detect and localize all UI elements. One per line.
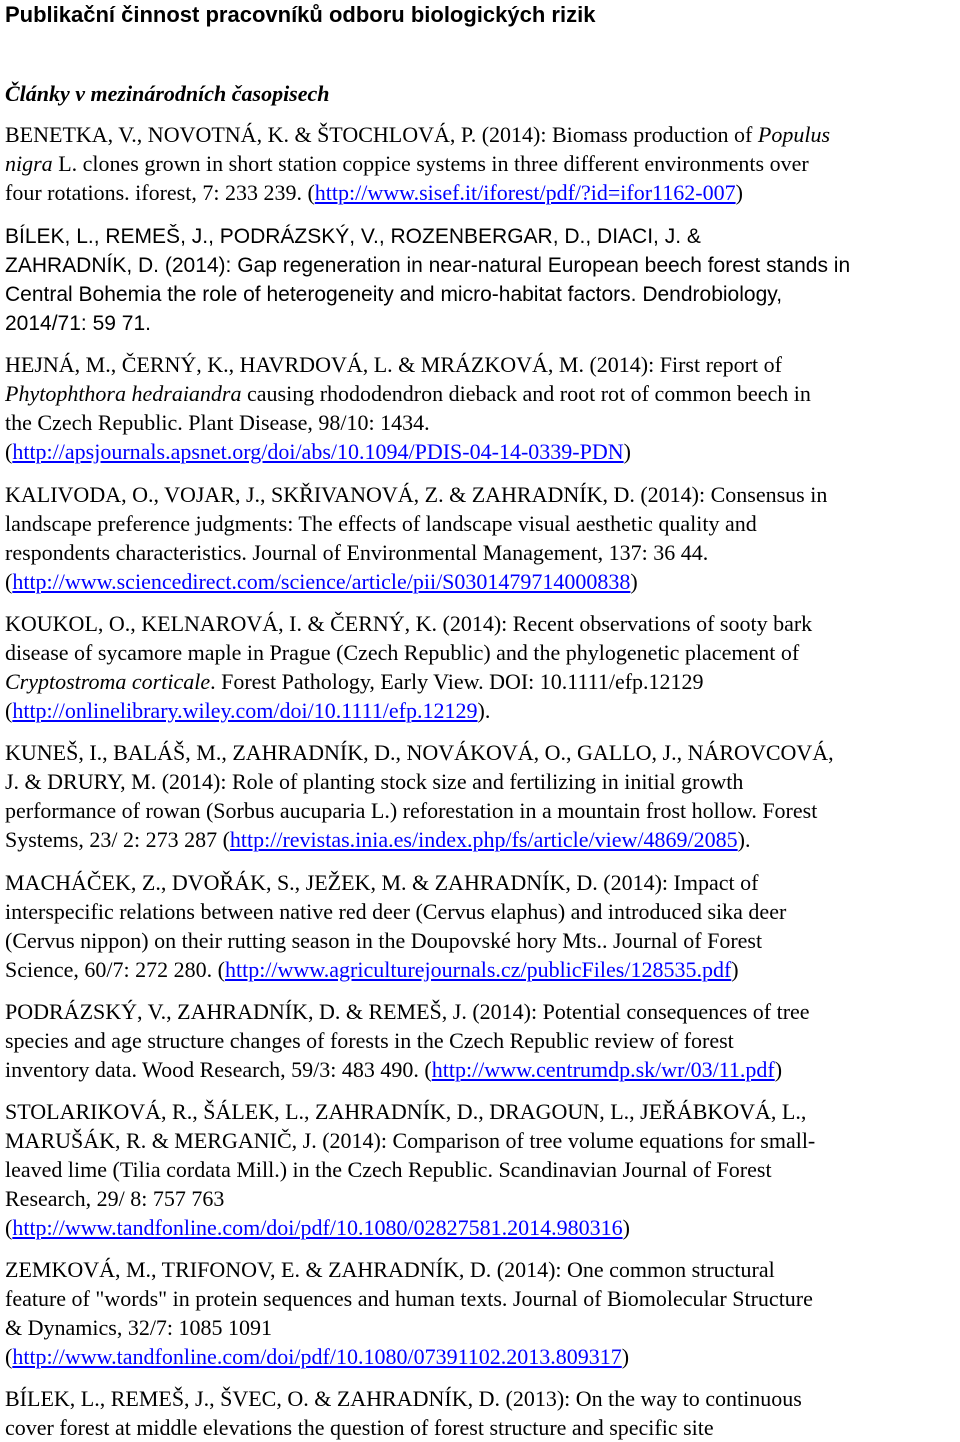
citation-text: disease of sycamore maple in Prague (Czech Republic) and the phylogenetic placement of [5, 640, 800, 665]
italic-term: Cryptostroma corticale [5, 669, 211, 694]
citation-text: 2014/71: 59 71. [5, 312, 151, 335]
citation-text: ZEMKOVÁ, M., TRIFONOV, E. & ZAHRADNÍK, D. (2014): One common structural [5, 1257, 775, 1282]
citation-text: species and age structure changes of forests in the Czech Republic review of forest [5, 1028, 734, 1053]
citation-text: ) [623, 439, 631, 464]
entry-line [5, 251, 850, 280]
citation-text: ) [630, 569, 638, 594]
citation-text: BÍLEK, L., REMEŠ, J., ŠVEC, O. & ZAHRADNÍK, D. (2013): On the way to continuous [5, 1386, 802, 1411]
citation-text: J. & DRURY, M. (2014): Role of planting stock size and fertilizing in initial growth [5, 769, 744, 794]
entry-line [5, 280, 782, 309]
entry-line [5, 379, 811, 408]
citation-text: ( [5, 439, 13, 464]
entry-line [5, 120, 830, 149]
italic-term: Phytophthora hedraiandra [5, 381, 242, 406]
entry-line [5, 1126, 815, 1155]
citation-text: MARUŠÁK, R. & MERGANIČ, J. (2014): Comparison of tree volume equations for small- [5, 1128, 816, 1153]
entry-line [5, 222, 701, 251]
citation-text: BENETKA, V., NOVOTNÁ, K. & ŠTOCHLOVÁ, P. (2014): Biomass production of [5, 122, 758, 147]
reference-link[interactable]: http://www.tandfonline.com/doi/pdf/10.1080/02827581.2014.980316 [12, 1215, 623, 1240]
entry-line [5, 437, 631, 466]
citation-text: HEJNÁ, M., ČERNÝ, K., HAVRDOVÁ, L. & MRÁZKOVÁ, M. (2014): First report of [5, 352, 782, 377]
entry-line [5, 149, 809, 178]
entry-line [5, 309, 151, 338]
entry-line [5, 567, 638, 596]
entry-line [5, 1342, 629, 1371]
page-title: Publikační činnost pracovníků odboru biologických rizik [5, 2, 596, 27]
entry-line [5, 1284, 813, 1313]
citation-text: ( [5, 1215, 13, 1240]
citation-text: . Forest Pathology, Early View. DOI: 10.1111/efp.12129 [210, 669, 704, 694]
entry-line [5, 1155, 772, 1184]
citation-text: Systems, 23/ 2: 273 287 ( [5, 827, 230, 852]
entry-line [5, 796, 817, 825]
reference-link[interactable]: http://www.sciencedirect.com/science/article/pii/S0301479714000838 [12, 569, 631, 594]
section-heading: Články v mezinárodních časopisech [5, 81, 330, 106]
entry-line [5, 738, 834, 767]
citation-text: ) [621, 1344, 630, 1369]
entry-line [5, 480, 827, 509]
citation-text: Research, 29/ 8: 757 763 [5, 1186, 225, 1211]
citation-text: cover forest at middle elevations the question of forest structure and specific site [5, 1415, 714, 1440]
entry-line [5, 609, 812, 638]
citation-text: causing rhododendron dieback and root rot of common beech in [241, 381, 811, 406]
entry-line [5, 767, 743, 796]
citation-text: ) [622, 1215, 630, 1240]
citation-text: ) [731, 957, 739, 982]
citation-text: interspecific relations between native red deer (Cervus elaphus) and introduced sika deer [5, 899, 787, 924]
citation-text: landscape preference judgments: The effects of landscape visual aesthetic quality and [5, 511, 757, 536]
reference-link[interactable]: http://apsjournals.apsnet.org/doi/abs/10.1094/PDIS-04-14-0339-PDN [12, 439, 624, 464]
citation-text: feature of "words" in protein sequences and human texts. Journal of Biomolecular Structure [5, 1286, 813, 1311]
citation-text: leaved lime (Tilia cordata Mill.) in the Czech Republic. Scandinavian Journal of Forest [5, 1157, 772, 1182]
entry-line [5, 350, 782, 379]
citation-text: L. clones grown in short station coppice systems in three different environments over [52, 151, 809, 176]
entry-line [5, 1055, 782, 1084]
entry-line [5, 408, 430, 437]
entry-line [5, 509, 757, 538]
citation-text: respondents characteristics. Journal of Environmental Management, 137: 36 44. [5, 540, 709, 565]
entry-line [5, 178, 743, 207]
italic-term: nigra [5, 151, 53, 176]
citation-text: & Dynamics, 32/7: 1085 1091 [5, 1315, 273, 1340]
citation-text: BÍLEK, L., REMEŠ, J., PODRÁZSKÝ, V., ROZENBERGAR, D., DIACI, J. & [5, 225, 701, 248]
citation-text: ). [737, 827, 751, 852]
entry-line [5, 696, 490, 725]
citation-text: KALIVODA, O., VOJAR, J., SKŘIVANOVÁ, Z. & ZAHRADNÍK, D. (2014): Consensus in [5, 482, 828, 507]
citation-text: ). [477, 698, 491, 723]
citation-text: inventory data. Wood Research, 59/3: 483 490. ( [5, 1057, 432, 1082]
entry-line [5, 638, 799, 667]
reference-link[interactable]: http://revistas.inia.es/index.php/fs/article/view/4869/2085 [229, 827, 738, 852]
citation-text: (Cervus nippon) on their rutting season in the Doupovské hory Mts.. Journal of Forest [5, 928, 763, 953]
entry-line [5, 955, 739, 984]
citation-text: ( [5, 698, 13, 723]
entry-line [5, 1184, 224, 1213]
citation-text: Science, 60/7: 272 280. ( [5, 957, 225, 982]
entry-line [5, 667, 704, 696]
reference-link[interactable]: http://www.centrumdp.sk/wr/03/11.pdf [431, 1057, 775, 1082]
entry-line [5, 825, 750, 854]
entry-line [5, 1097, 806, 1126]
reference-link[interactable]: http://www.sisef.it/iforest/pdf/?id=ifor1162-007 [314, 180, 736, 205]
citation-text: ) [735, 180, 743, 205]
entry-line [5, 1413, 714, 1442]
entry-line [5, 926, 762, 955]
entry-line [5, 538, 708, 567]
citation-text: KUNEŠ, I., BALÁŠ, M., ZAHRADNÍK, D., NOVÁKOVÁ, O., GALLO, J., NÁROVCOVÁ, [5, 740, 834, 765]
entry-line [5, 1213, 630, 1242]
citation-text: MACHÁČEK, Z., DVOŘÁK, S., JEŽEK, M. & ZAHRADNÍK, D. (2014): Impact of [5, 870, 759, 895]
citation-text: PODRÁZSKÝ, V., ZAHRADNÍK, D. & REMEŠ, J. (2014): Potential consequences of tree [5, 999, 810, 1024]
entry-line [5, 897, 786, 926]
reference-link[interactable]: http://www.tandfonline.com/doi/pdf/10.1080/07391102.2013.809317 [12, 1344, 622, 1369]
citation-text: the Czech Republic. Plant Disease, 98/10: 1434. [5, 410, 430, 435]
entry-line [5, 1255, 775, 1284]
citation-text: ( [5, 1344, 13, 1369]
reference-link[interactable]: http://onlinelibrary.wiley.com/doi/10.1111/efp.12129 [12, 698, 478, 723]
citation-text: STOLARIKOVÁ, R., ŠÁLEK, L., ZAHRADNÍK, D., DRAGOUN, L., JEŘÁBKOVÁ, L., [5, 1099, 807, 1124]
citation-text: performance of rowan (Sorbus aucuparia L.) reforestation in a mountain frost hollow. Forest [5, 798, 818, 823]
citation-text: Central Bohemia the role of heterogeneity and micro-habitat factors. Dendrobiology, [5, 283, 783, 306]
entry-line [5, 1026, 734, 1055]
reference-link[interactable]: http://www.agriculturejournals.cz/publicFiles/128535.pdf [224, 957, 732, 982]
entry-line [5, 1313, 272, 1342]
entry-line [5, 868, 758, 897]
entry-line [5, 1384, 802, 1413]
citation-text: KOUKOL, O., KELNAROVÁ, I. & ČERNÝ, K. (2014): Recent observations of sooty bark [5, 611, 813, 636]
citation-text: four rotations. iforest, 7: 233 239. ( [5, 180, 315, 205]
citation-text: ( [5, 569, 13, 594]
italic-term: Populus [757, 122, 831, 147]
citation-text: ) [774, 1057, 783, 1082]
entry-line [5, 997, 810, 1026]
citation-text: ZAHRADNÍK, D. (2014): Gap regeneration in near-natural European beech forest stands in [5, 254, 851, 277]
